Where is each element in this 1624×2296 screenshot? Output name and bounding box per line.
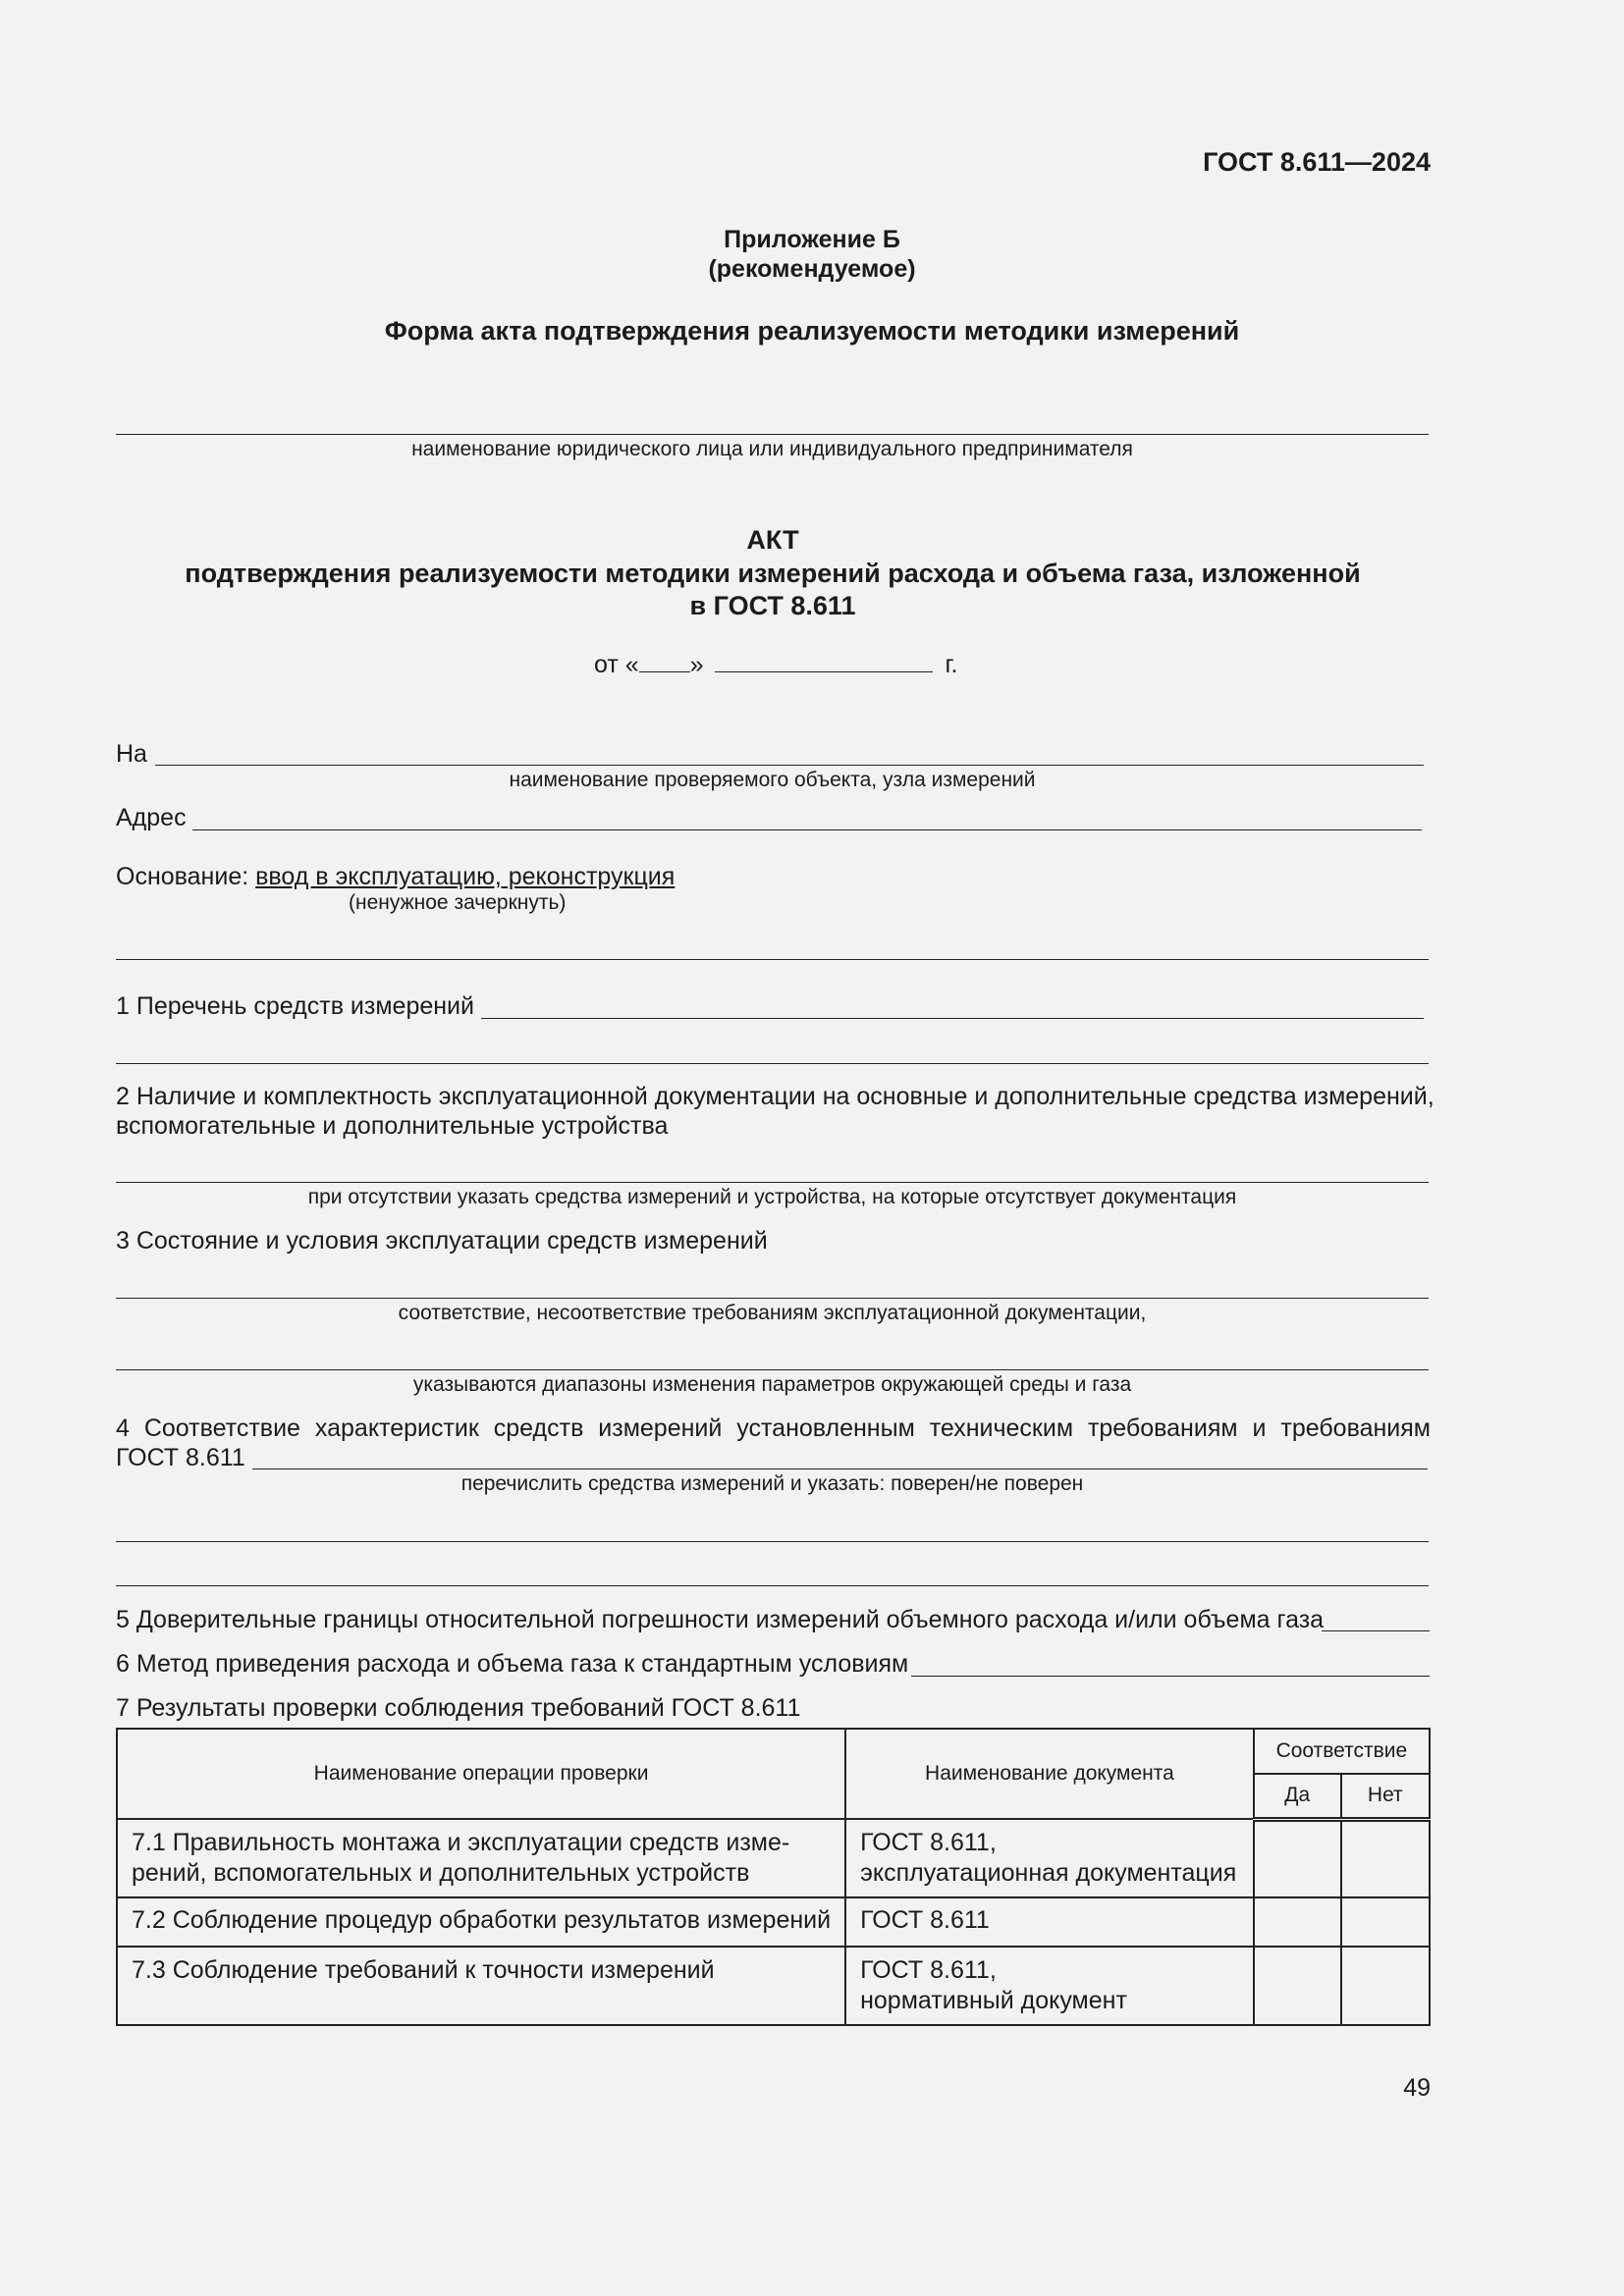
item-4-line1: 4 Соответствие характеристик средств измерений установленным техническим требованиям и требованиям [116, 1415, 1431, 1442]
item-4-extra-line1 [116, 1541, 1429, 1542]
header-no: Нет [1341, 1774, 1430, 1819]
item-3-label: 3 Состояние и условия эксплуатации средств измерений [116, 1227, 768, 1255]
basis-value: ввод в эксплуатацию, реконструкция [255, 863, 676, 890]
item-4-extra-line2 [116, 1585, 1429, 1586]
item-4-caption: перечислить средства измерений и указать: поверен/не поверен [460, 1472, 1084, 1495]
header-yes: Да [1254, 1774, 1341, 1819]
item-3-line2 [116, 1369, 1429, 1370]
item-4-line [252, 1468, 1428, 1469]
basis [116, 862, 675, 891]
document-code: ГОСТ 8.611—2024 [1203, 147, 1431, 177]
header-operation: Наименование операции проверки [117, 1729, 845, 1819]
object-label: На [116, 740, 147, 768]
item-6-label: 6 Метод приведения расхода и объема газа к стандартным условиям [116, 1650, 909, 1678]
row-document-line1: ГОСТ 8.611, [860, 1956, 997, 1984]
table-header-row-1 [117, 1729, 1430, 1774]
row-operation [117, 1819, 845, 1897]
header-document: Наименование документа [845, 1729, 1254, 1819]
basis-label: Основание: [116, 863, 249, 890]
row-operation [117, 1897, 845, 1947]
basis-extra-line [116, 959, 1429, 960]
results-table [116, 1728, 1431, 2026]
date-suffix: г. [945, 651, 958, 678]
date-mid: » [689, 651, 704, 678]
item-5-line [1322, 1630, 1430, 1631]
form-title: Форма акта подтверждения реализуемости методики измерений [384, 316, 1240, 346]
row-no-cell[interactable] [1341, 1947, 1430, 2025]
item-2-caption: при отсутствии указать средства измерений и устройства, на которые отсутствует документация [307, 1186, 1237, 1208]
row-document [845, 1897, 1254, 1947]
appendix-title: Приложение Б [724, 226, 900, 253]
address-line [192, 829, 1422, 830]
row-operation-line1: 7.3 Соблюдение требований к точности измерений [132, 1956, 715, 1984]
basis-note: (ненужное зачеркнуть) [349, 891, 567, 914]
item-2-line1: 2 Наличие и комплектность эксплуатационной документации на основные и дополнительные средства измерений, [116, 1083, 1435, 1110]
item-7-label: 7 Результаты проверки соблюдения требований ГОСТ 8.611 [116, 1694, 801, 1722]
table-row [117, 1947, 1430, 2025]
item-1-line [481, 1018, 1424, 1019]
appendix-status: (рекомендуемое) [708, 255, 916, 283]
date-prefix: от « [594, 651, 639, 678]
page-number: 49 [1403, 2074, 1431, 2102]
row-yes-cell[interactable] [1254, 1947, 1341, 2025]
row-yes-cell[interactable] [1254, 1897, 1341, 1947]
item-3-line1 [116, 1298, 1429, 1299]
row-document-line2: эксплуатационная документация [860, 1859, 1237, 1887]
row-operation-line1: 7.1 Правильность монтажа и эксплуатации средств изме- [132, 1829, 790, 1856]
act-subtitle-line2: в ГОСТ 8.611 [689, 591, 856, 620]
table-row [117, 1819, 1430, 1897]
item-3-caption2: указываются диапазоны изменения параметров окружающей среды и газа [412, 1373, 1132, 1396]
date-month-year-blank [715, 650, 933, 672]
row-operation-line2: рений, вспомогательных и дополнительных устройств [132, 1859, 750, 1887]
row-operation-line1: 7.2 Соблюдение процедур обработки результатов измерений [132, 1906, 832, 1934]
item-2-line [116, 1182, 1429, 1183]
row-operation [117, 1947, 845, 2025]
object-caption: наименование проверяемого объекта, узла измерений [509, 769, 1036, 791]
row-no-cell[interactable] [1341, 1897, 1430, 1947]
item-3-caption1: соответствие, несоответствие требованиям эксплуатационной документации, [398, 1302, 1147, 1324]
org-name-line [116, 434, 1429, 435]
item-2-line2: вспомогательные и дополнительные устройства [116, 1112, 669, 1140]
item-6-line [911, 1676, 1430, 1677]
row-document-line1: ГОСТ 8.611 [860, 1906, 990, 1934]
table-row [117, 1897, 1430, 1947]
address-label: Адрес [116, 804, 187, 831]
act-subtitle-line1: подтверждения реализуемости методики измерений расхода и объема газа, изложенной [185, 559, 1361, 588]
row-document-line2: нормативный документ [860, 1987, 1127, 2014]
row-document [845, 1819, 1254, 1897]
row-document [845, 1947, 1254, 2025]
act-date [594, 650, 957, 679]
org-name-caption: наименование юридического лица или индивидуального предпринимателя [411, 438, 1133, 460]
object-line [155, 765, 1424, 766]
item-4-line2: ГОСТ 8.611 [116, 1444, 245, 1471]
row-document-line1: ГОСТ 8.611, [860, 1829, 997, 1856]
row-yes-cell[interactable] [1254, 1819, 1341, 1897]
item-1-label: 1 Перечень средств измерений [116, 992, 474, 1020]
act-heading: АКТ [746, 525, 799, 555]
item-1-extra-line [116, 1063, 1429, 1064]
header-conformity: Соответствие [1254, 1729, 1430, 1774]
row-no-cell[interactable] [1341, 1819, 1430, 1897]
date-day-blank [639, 650, 690, 672]
item-5-label: 5 Доверительные границы относительной погрешности измерений объемного расхода и/или объема газа [116, 1606, 1325, 1633]
